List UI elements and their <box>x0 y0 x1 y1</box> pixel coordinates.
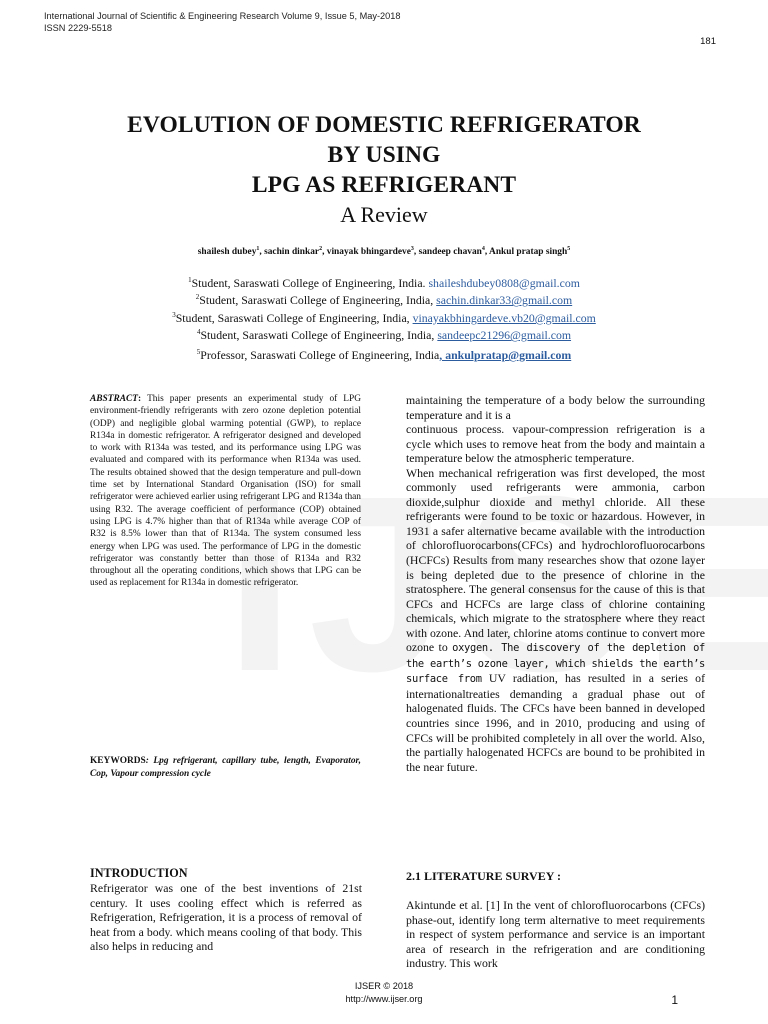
introduction-heading: INTRODUCTION <box>90 866 188 880</box>
paper-subtitle: A Review <box>340 202 428 227</box>
literature-survey-heading: 2.1 LITERATURE SURVEY : <box>406 869 561 883</box>
author-name: sachin dinkar <box>264 247 320 258</box>
affiliation-sup: 4 <box>196 328 201 337</box>
professor-affiliation <box>0 348 768 363</box>
affiliation-line <box>0 325 768 342</box>
paper-title <box>0 110 768 230</box>
affiliation-sup: 2 <box>195 293 200 302</box>
affiliation-line <box>0 308 768 325</box>
affiliation-text: Professor, Saraswati College of Engineering, India <box>200 348 440 362</box>
affiliation-line <box>0 273 768 290</box>
issn-header: ISSN 2229-5518 <box>44 23 112 33</box>
affiliation-sup: 5 <box>196 348 201 357</box>
email-link[interactable]: vinayakbhingardeve.vb20@gmail.com <box>412 310 596 325</box>
author-name: sandeep chavan <box>418 247 482 258</box>
author-name: shailesh dubey <box>197 247 257 258</box>
author-name: Ankul pratap singh <box>489 247 568 258</box>
author-sup: 5 <box>567 246 571 252</box>
paragraph-text-mono: oxygen. The discovery of the depletion of the earth’s ozone layer, which shields the earth’s surface from <box>406 642 705 686</box>
author-sep: , <box>322 247 327 258</box>
author-sup: 2 <box>319 246 323 252</box>
affiliation-text: Student, Saraswati College of Engineering, India, <box>199 293 437 308</box>
paragraph-text: UV radiation, has resulted in a series of internationaltreaties demanding a gradual phase out of halogenated fluids. The CFCs have been banned in developed countries since 1996, and in 2010, producing and using of CFCs will be prohibited completely in all over the world. Also, the partially halogenated HCFCs are bound to be prohibited in the near future. <box>406 671 706 774</box>
journal-header: International Journal of Scientific & Engineering Research Volume 9, Issue 5, May-2018 <box>44 11 401 21</box>
abstract-label: ABSTRACT <box>90 394 138 404</box>
email-link[interactable]: shaileshdubey0808@gmail.com <box>428 275 580 290</box>
affiliation-text: Student, Saraswati College of Engineering, India. <box>191 275 429 290</box>
title-line-1: EVOLUTION OF DOMESTIC REFRIGERATOR <box>127 112 641 138</box>
abstract <box>90 393 361 590</box>
author-sup: 1 <box>256 246 260 252</box>
affiliation-sup: 1 <box>188 276 192 284</box>
footer-url[interactable]: http://www.ijser.org <box>345 994 423 1004</box>
abstract-text: This paper presents an experimental study of LPG environment-friendly refrigerants with zero ozone depletion potential (ODP) and negligible global warming potential (GWP), to replace R134a in domestic refrigerator. A refrigerator designed and developed to work with R134a was tested, and its performance using LPG was evaluated and compared with its performance when R134a was used. The results obtained showed that the design temperature and pull-down time set by International Standard Organisation (ISO) for small refrigerator were achieved earlier using refrigerant LPG and R134a than using R32. The average coefficient of performance (COP) obtained using LPG is 4.7% higher than that of R134a while average COP of R32 is 8.5% lower than that of R134a. The system consumed less energy when LPG was used. The performance of LPG in the domestic refrigerator was constantly better than those of R134a and R32 throughout all the operating conditions, which shows that LPG can be used as replacement for R134a in domestic refrigerator. <box>90 394 361 589</box>
keywords-label: KEYWORDS <box>90 756 146 766</box>
journal-page-number: 181 <box>700 36 716 47</box>
email-link[interactable]: , ankulpratap@gmail.com <box>439 348 572 362</box>
email-link[interactable]: sachin.dinkar33@gmail.com <box>436 293 573 308</box>
affiliations <box>0 273 768 343</box>
keywords-colon: : <box>145 756 149 766</box>
author-sep: , <box>484 247 490 258</box>
footer-page-number: 1 <box>671 993 678 1007</box>
affiliation-sup: 3 <box>172 310 176 319</box>
introduction-text: Refrigerator was one of the best inventions of 21st century. It uses cooling effect which is referred as Refrigeration, Refrigeration, it is a process of removal of heat from a body. which means cooling of that body. This also helps in reducing and <box>90 881 362 954</box>
paragraph <box>406 466 705 774</box>
author-sup: 3 <box>410 246 414 252</box>
paragraph: continuous process. vapour-compression refrigeration is a cycle which uses to remove heat from the body and maintain a temperature below the atmospheric temperature. <box>406 422 705 466</box>
affiliation-text: Student, Saraswati College of Engineering, India, <box>200 328 438 343</box>
affiliation-text: Student, Saraswati College of Engineering, India, <box>175 310 413 325</box>
email-link[interactable]: sandeepc21296@gmail.com <box>437 328 572 343</box>
paragraph-text: When mechanical refrigeration was first developed, the most commonly used refrigerants were ammonia, carbon dioxide,sulphur dioxide and methyl chloride. All these refrigerants were found to be toxic or hazardous. However, in 1931 a safer alternative became available with the introduction of chlorofluorocarbons(CFCs) and hydrochlorofluorocarbons (HCFCs) Results from many researches show that ozone layer is being depleted due to the presence of chlorine in the stratosphere. The general consensus for the cause of this is that CFCs and HCFCs are large class of chlorine containing chemicals, which migrate to the stratosphere where they react with ozone. And later, chlorine atoms continue to convert more ozone to <box>406 465 705 655</box>
keywords-text: Lpg refrigerant, capillary tube, length, Evaporator, Cop, Vapour compression cycle <box>90 756 361 779</box>
affiliation-line <box>0 290 768 307</box>
author-name: vinayak bhingardeve <box>326 247 411 258</box>
author-list <box>0 246 768 257</box>
right-column-body <box>406 393 705 774</box>
author-sup: 4 <box>481 246 485 252</box>
literature-survey-text: Akintunde et al. [1] In the vent of chlorofluorocarbons (CFCs) phase-out, identify long term alternative to meet requirements in respect of system performance and service is an important area of research in the refrigeration and are conditioning industry. This work <box>406 898 705 971</box>
abstract-colon: : <box>137 394 148 404</box>
author-sep: , <box>259 247 265 258</box>
title-line-2: BY USING <box>327 142 441 168</box>
author-sep: , <box>413 247 419 258</box>
footer-copyright: IJSER © 2018 <box>354 981 414 991</box>
paragraph: maintaining the temperature of a body below the surrounding temperature and it is a <box>406 393 705 422</box>
keywords <box>90 755 361 781</box>
title-line-3: LPG AS REFRIGERANT <box>251 172 517 198</box>
